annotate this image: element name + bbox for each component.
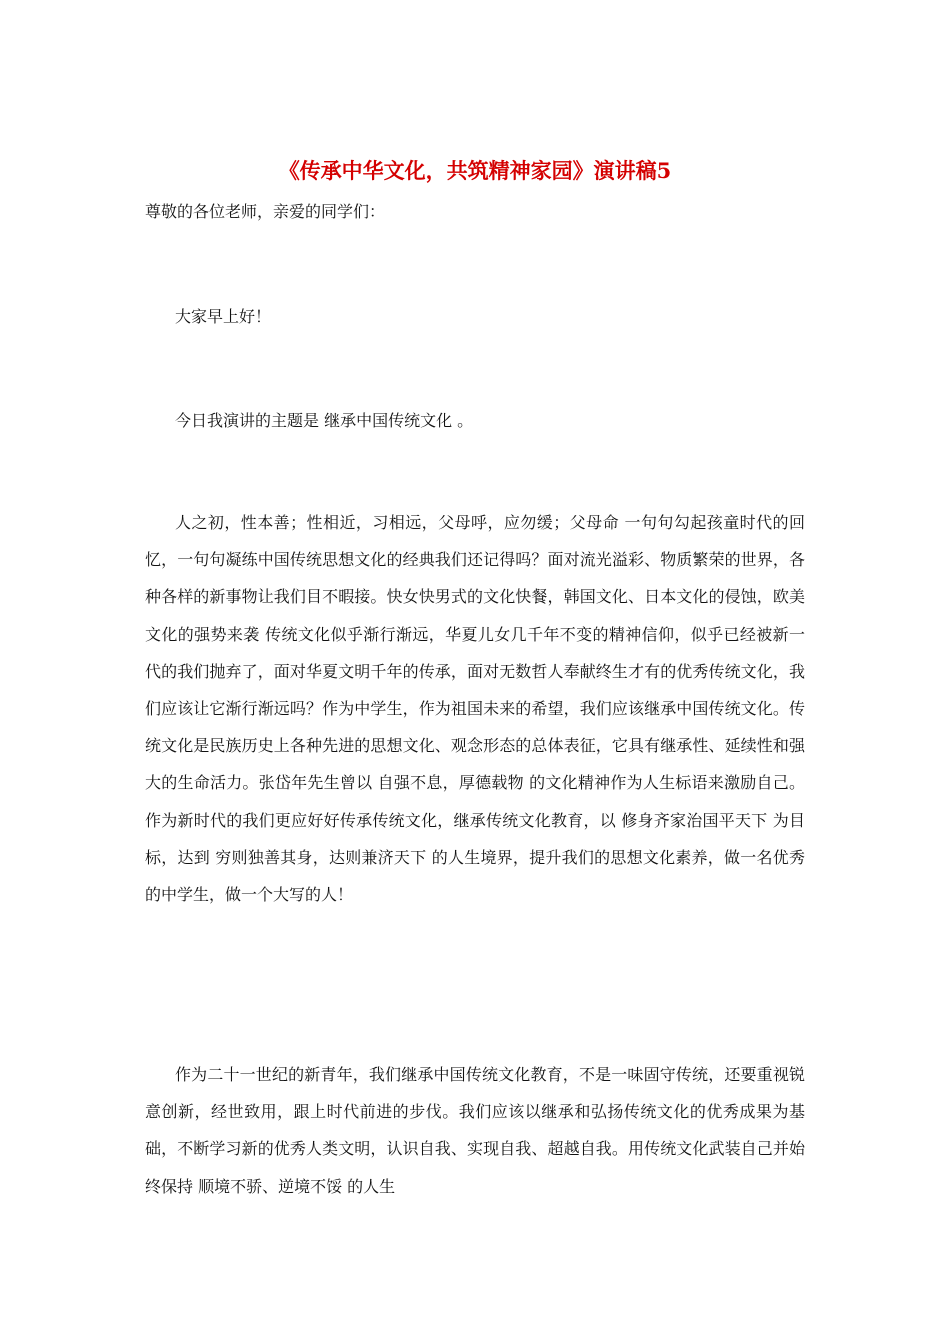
paragraph-theme: 今日我演讲的主题是 继承中国传统文化 。 [175, 411, 474, 430]
document-title: 《传承中华文化，共筑精神家园》演讲稿5 [278, 158, 672, 183]
paragraph-body: 人之初，性本善；性相近，习相远，父母呼，应勿缓；父母命 一句句勾起孩童时代的回忆，一句句凝练中国传统思想文化的经典我们还记得吗？面对流光溢彩、物质繁荣的世界，各种各样的新事物让我们目不暇接。快女快男式的文化快餐，韩国文化、日本文化的侵蚀，欧美文化的强势来袭 传统文化似乎渐行渐远，华夏儿女几千年不变的精神信仰，似乎已经被新一代的我们抛弃了，面对华夏文明千年的传承，面对无数哲人奉献终生才有的优秀传统文化，我们应该让它渐行渐远吗？作为中学生，作为祖国未来的希望，我们应该继承中国传统文化。传统文化是民族历史上各种先进的思想文化、观念形态的总体表征，它具有继承性、延续性和强大的生命活力。张岱年先生曾以 自强不息，厚德载物 的文化精神作为人生标语来激励自己。作为新时代的我们更应好好传承传统文化，继承传统文化教育，以 修身齐家治国平天下 为目标，达到 穷则独善其身，达则兼济天下 的人生境界，提升我们的思想文化素养，做一名优秀的中学生，做一个大写的人！ [145, 513, 805, 905]
salutation: 尊敬的各位老师，亲爱的同学们： [145, 202, 386, 221]
paragraph-greeting: 大家早上好！ [175, 307, 272, 326]
paragraph-body: 作为二十一世纪的新青年，我们继承中国传统文化教育，不是一味固守传统，还要重视锐意创新，经世致用，跟上时代前进的步伐。我们应该以继承和弘扬传统文化的优秀成果为基础，不断学习新的优秀人类文明，认识自我、实现自我、超越自我。用传统文化武装自己并始终保持 顺境不骄、逆境不馁 的人生 [145, 1065, 805, 1196]
